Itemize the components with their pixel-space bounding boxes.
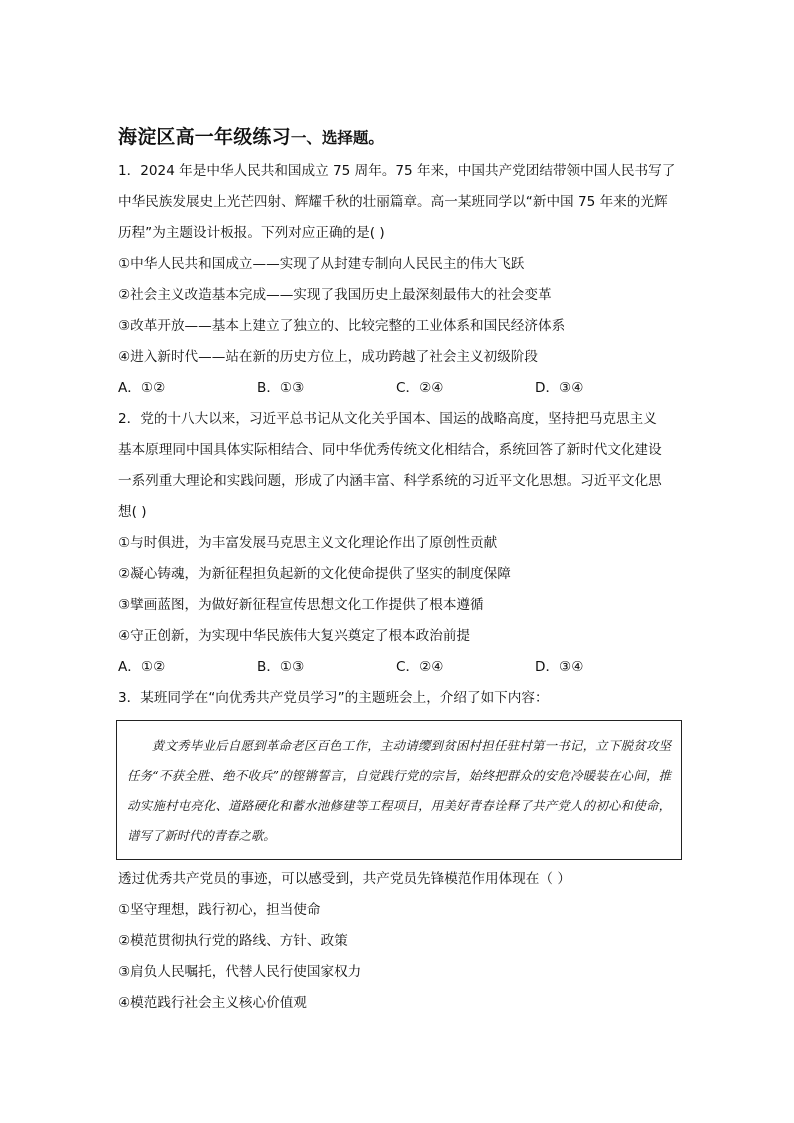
statement-1: ①与时俱进，为丰富发展马克思主义文化理论作出了原创性贡献 bbox=[118, 535, 498, 551]
statement-3: ③改革开放——基本上建立了独立的、比较完整的工业体系和国民经济体系 bbox=[118, 318, 566, 334]
exam-title: 海淀区高一年级练习 bbox=[118, 126, 291, 148]
option-a[interactable]: A．①② bbox=[118, 380, 166, 396]
option-d[interactable]: D．③④ bbox=[535, 380, 584, 396]
document-content bbox=[118, 122, 688, 1019]
statement-1: ①坚守理想，践行初心，担当使命 bbox=[118, 902, 321, 918]
option-b[interactable]: B．①③ bbox=[257, 380, 305, 396]
answer-options bbox=[118, 652, 688, 683]
statement-2: ②凝心铸魂，为新征程担负起新的文化使命提供了坚实的制度保障 bbox=[118, 566, 511, 582]
statement-2: ②社会主义改造基本完成——实现了我国历史上最深刻最伟大的社会变革 bbox=[118, 287, 552, 303]
question-3 bbox=[118, 683, 688, 1019]
section-heading: 一、选择题。 bbox=[290, 128, 384, 147]
question-stem-line: 3．某班同学在“向优秀共产党员学习”的主题班会上，介绍了如下内容： bbox=[118, 690, 549, 706]
statement-3: ③肩负人民嘱托，代替人民行使国家权力 bbox=[118, 964, 362, 980]
page-title bbox=[118, 122, 688, 152]
question-stem-line: 一系列重大理论和实践问题，形成了内涵丰富、科学系统的习近平文化思想。习近平文化思 bbox=[118, 473, 662, 489]
statement-4: ④模范践行社会主义核心价值观 bbox=[118, 995, 307, 1011]
statement-1: ①中华人民共和国成立——实现了从封建专制向人民民主的伟大飞跃 bbox=[118, 256, 525, 272]
option-c[interactable]: C．②④ bbox=[396, 380, 444, 396]
material-text: 黄文秀毕业后自愿到革命老区百色工作，主动请缨到贫困村担任驻村第一书记，立下脱贫攻坚任务“不获全胜、绝不收兵”的铿锵誓言，自觉践行党的宗旨，始终把群众的安危冷暖装在心间，推动实施村屯亮化、道路硬化和蓄水池修建等工程项目，用美好青春诠释了共产党人的初心和使命，谱写了新时代的青春之歌。 bbox=[127, 738, 671, 843]
question-stem-line: 想( ) bbox=[118, 504, 147, 520]
option-b[interactable]: B．①③ bbox=[257, 659, 305, 675]
statement-4: ④进入新时代——站在新的历史方位上，成功跨越了社会主义初级阶段 bbox=[118, 349, 538, 365]
question-1 bbox=[118, 156, 688, 404]
option-d[interactable]: D．③④ bbox=[535, 659, 584, 675]
statement-4: ④守正创新，为实现中华民族伟大复兴奠定了根本政治前提 bbox=[118, 628, 471, 644]
material-box bbox=[116, 720, 682, 860]
question-prompt: 透过优秀共产党员的事迹，可以感受到，共产党员先锋模范作用体现在（ ） bbox=[118, 871, 571, 887]
question-2 bbox=[118, 404, 688, 683]
statement-3: ③擘画蓝图，为做好新征程宣传思想文化工作提供了根本遵循 bbox=[118, 597, 484, 613]
option-a[interactable]: A．①② bbox=[118, 659, 166, 675]
question-stem-line: 2．党的十八大以来，习近平总书记从文化关乎国本、国运的战略高度，坚持把马克思主义 bbox=[118, 411, 657, 427]
question-stem-line: 基本原理同中国具体实际相结合、同中华优秀传统文化相结合，系统回答了新时代文化建设 bbox=[118, 442, 662, 458]
question-stem-line: 中华民族发展史上光芒四射、辉耀千秋的壮丽篇章。高一某班同学以“新中国 75 年来的光辉 bbox=[118, 194, 668, 210]
question-stem-line: 历程”为主题设计板报。下列对应正确的是( ) bbox=[118, 225, 385, 241]
option-c[interactable]: C．②④ bbox=[396, 659, 444, 675]
statement-2: ②模范贯彻执行党的路线、方针、政策 bbox=[118, 933, 348, 949]
question-stem-line: 1．2024 年是中华人民共和国成立 75 周年。75 年来，中国共产党团结带领中国人民书写了 bbox=[118, 163, 676, 179]
answer-options bbox=[118, 373, 688, 404]
